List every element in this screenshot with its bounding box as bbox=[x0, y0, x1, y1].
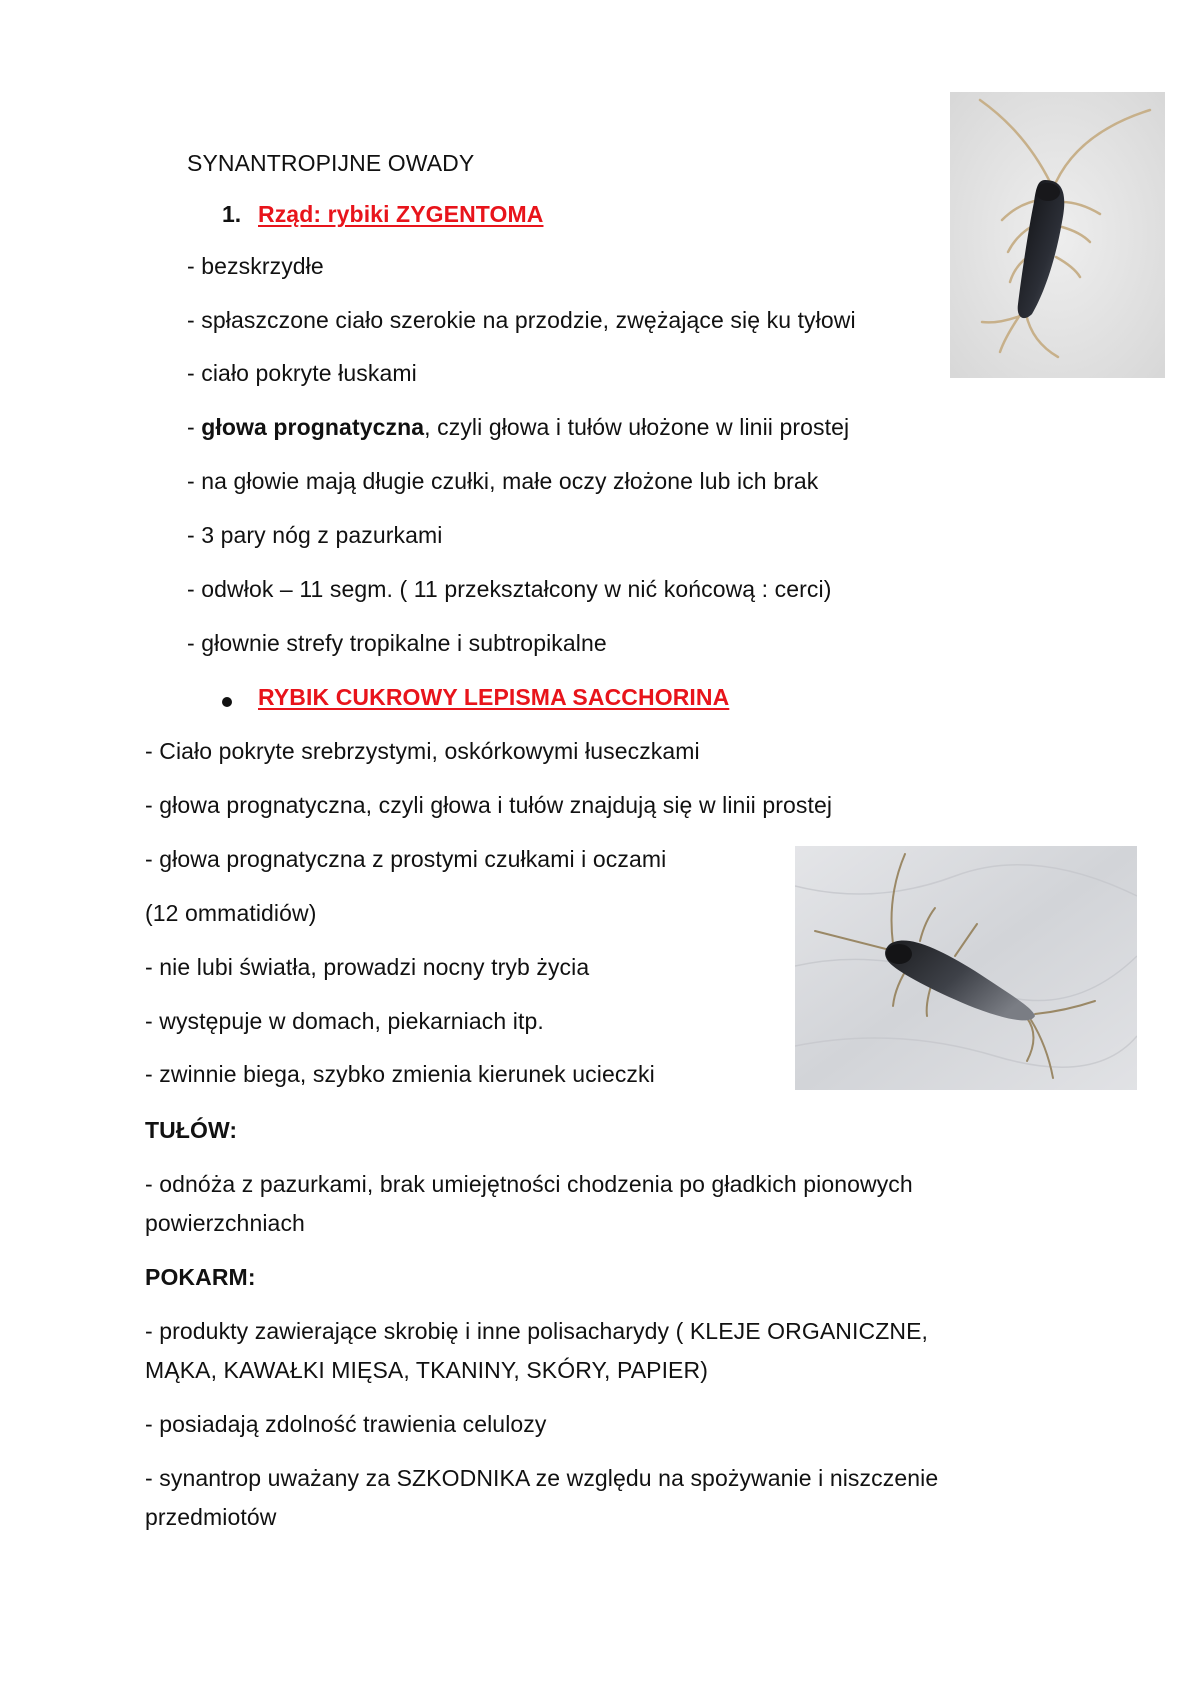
list-item: - głowa prognatyczna, czyli głowa i tułów znajdują się w linii prostej bbox=[145, 792, 833, 818]
bullet-icon bbox=[222, 697, 232, 707]
list-item: - spłaszczone ciało szerokie na przodzie, zwężające się ku tyłowi bbox=[187, 307, 856, 333]
food-line: MĄKA, KAWAŁKI MIĘSA, TKANINY, SKÓRY, PAPIER) bbox=[145, 1357, 708, 1383]
food-line: przedmiotów bbox=[145, 1504, 277, 1530]
food-line: - posiadają zdolność trawienia celulozy bbox=[145, 1411, 547, 1437]
list-item: - bezskrzydłe bbox=[187, 253, 324, 279]
food-label: POKARM: bbox=[145, 1264, 256, 1290]
silverfish-illustration bbox=[795, 846, 1137, 1090]
section-heading-zygentoma: Rząd: rybiki ZYGENTOMA bbox=[258, 201, 544, 227]
silverfish-illustration bbox=[950, 92, 1165, 378]
list-item: - głowa prognatyczna z prostymi czułkami i oczami bbox=[145, 846, 667, 872]
thorax-line: powierzchniach bbox=[145, 1210, 305, 1236]
list-item: - występuje w domach, piekarniach itp. bbox=[145, 1008, 544, 1034]
list-item: - zwinnie biega, szybko zmienia kierunek ucieczki bbox=[145, 1061, 655, 1087]
species-heading: RYBIK CUKROWY LEPISMA SACCHORINA bbox=[258, 684, 730, 710]
list-item: (12 ommatidiów) bbox=[145, 900, 317, 926]
list-item: - Ciało pokryte srebrzystymi, oskórkowymi łuseczkami bbox=[145, 738, 700, 764]
food-line: - synantrop uważany za SZKODNIKA ze względu na spożywanie i niszczenie bbox=[145, 1465, 939, 1491]
silverfish-photo-2 bbox=[795, 846, 1137, 1090]
list-item: - 3 pary nóg z pazurkami bbox=[187, 522, 443, 548]
list-item-rest: , czyli głowa i tułów ułożone w linii prostej bbox=[424, 414, 850, 440]
thorax-label: TUŁÓW: bbox=[145, 1117, 238, 1143]
silverfish-photo-1 bbox=[950, 92, 1165, 378]
food-line: - produkty zawierające skrobię i inne polisacharydy ( KLEJE ORGANICZNE, bbox=[145, 1318, 929, 1344]
list-item: - odwłok – 11 segm. ( 11 przekształcony w nić końcową : cerci) bbox=[187, 576, 832, 602]
list-item: - nie lubi światła, prowadzi nocny tryb życia bbox=[145, 954, 590, 980]
list-item: - na głowie mają długie czułki, małe oczy złożone lub ich brak bbox=[187, 468, 819, 494]
list-item: - głownie strefy tropikalne i subtropikalne bbox=[187, 630, 607, 656]
list-item-head bbox=[187, 412, 849, 442]
section-number: 1. bbox=[222, 201, 242, 227]
page-title: SYNANTROPIJNE OWADY bbox=[187, 150, 475, 176]
list-item: - ciało pokryte łuskami bbox=[187, 360, 417, 386]
thorax-line: - odnóża z pazurkami, brak umiejętności chodzenia po gładkich pionowych bbox=[145, 1171, 913, 1197]
list-item-prefix: - bbox=[187, 414, 202, 440]
bold-term: głowa prognatyczna bbox=[201, 414, 425, 440]
